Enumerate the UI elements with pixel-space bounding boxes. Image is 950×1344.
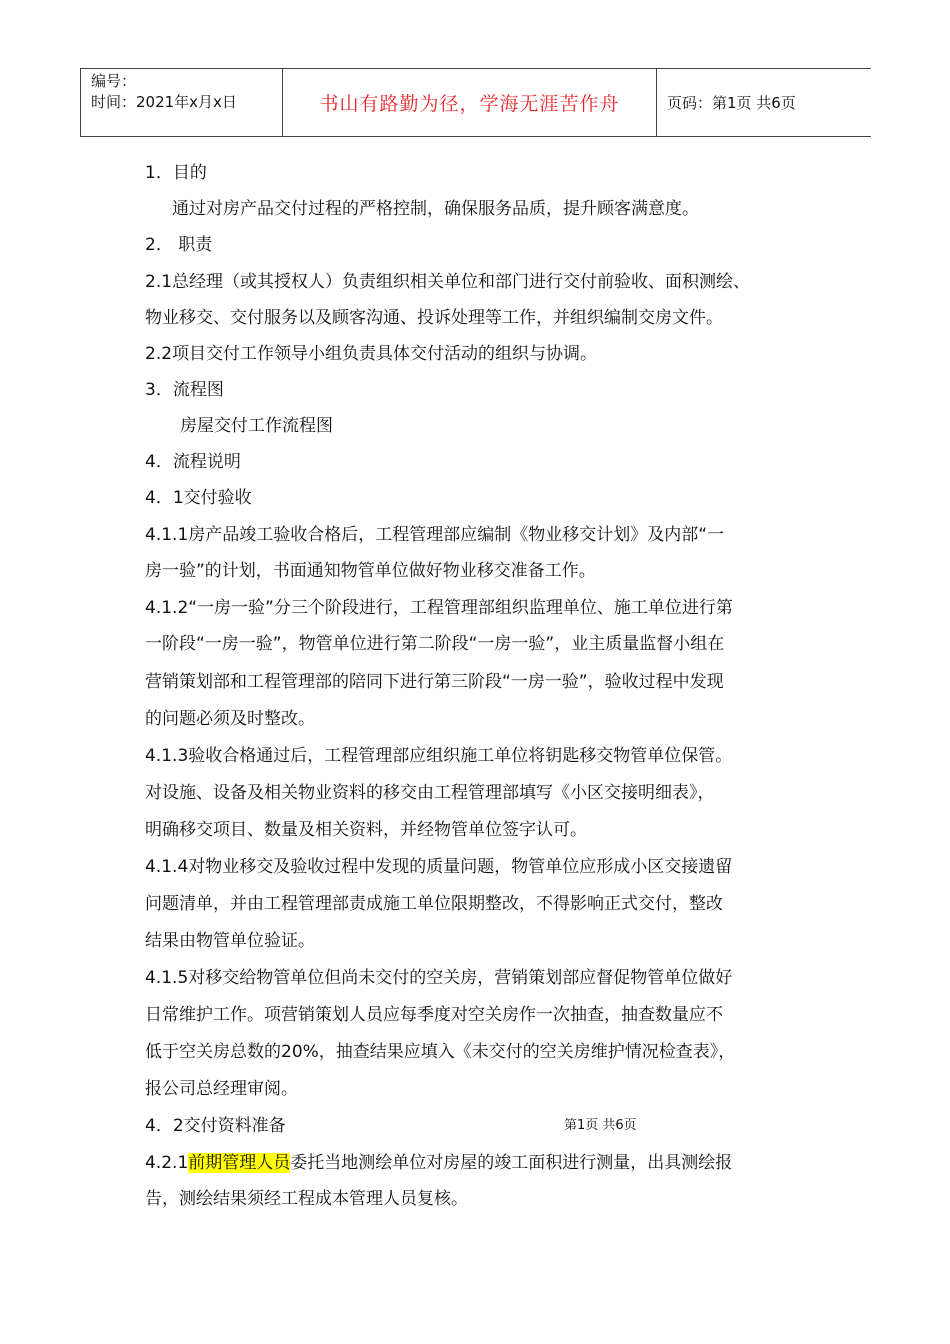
highlighted-text: 前期管理人员 (188, 1153, 291, 1173)
paragraph-line (145, 520, 724, 545)
paragraph-line (145, 926, 315, 951)
paragraph-line (145, 629, 724, 654)
line-text: 对设施、设备及相关物业资料的移交由工程管理部填写《小区交接明细表》， (145, 783, 715, 803)
header-table (80, 68, 871, 137)
paragraph-line (145, 852, 732, 877)
paragraph-line (145, 667, 724, 692)
paragraph-line (145, 593, 733, 618)
paragraph-line (145, 1000, 723, 1025)
line-text: 低于空关房总数的20%，抽查结果应填入《未交付的空关房维护情况检查表》， (145, 1042, 736, 1062)
line-text: 通过对房产品交付过程的严格控制，确保服务品质，提升顾客满意度。 (172, 199, 699, 219)
paragraph-line (172, 194, 699, 219)
section-heading: 4．流程说明 (145, 452, 241, 472)
line-text: 4.1.3验收合格通过后，工程管理部应组织施工单位将钥匙移交物管单位保管。 (145, 746, 733, 766)
paragraph-line (180, 411, 333, 436)
line-text: 4.1.4对物业移交及验收过程中发现的质量问题，物管单位应形成小区交接遗留 (145, 857, 733, 877)
paragraph-line (145, 963, 732, 988)
section-heading: 1．目的 (145, 163, 207, 183)
line-text: 的问题必须及时整改。 (145, 709, 315, 729)
line-text: 明确移交项目、数量及相关资料，并经物管单位签字认可。 (145, 820, 587, 840)
line-text: 一阶段“一房一验”，物管单位进行第二阶段“一房一验”，业主质量监督小组在 (145, 634, 725, 654)
line-text: 问题清单，并由工程管理部责成施工单位限期整改，不得影响正式交付，整改 (145, 894, 723, 914)
number-label: 编号： (91, 72, 137, 90)
paragraph-line (145, 556, 596, 581)
line-text: 4.1.5对移交给物管单位但尚未交付的空关房，营销策划部应督促物管单位做好 (145, 968, 733, 988)
line-text: 结果由物管单位验证。 (145, 931, 315, 951)
line-text: 2.2项目交付工作领导小组负责具体交付活动的组织与协调。 (145, 344, 598, 364)
paragraph-line (145, 267, 750, 292)
paragraph-line (145, 339, 597, 364)
paragraph-line (145, 1037, 735, 1062)
section-heading: 4．2交付资料准备 (145, 1116, 286, 1136)
paragraph-line (145, 375, 224, 400)
line-text: 4.1.2“一房一验”分三个阶段进行，工程管理部组织监理单位、施工单位进行第 (145, 598, 733, 618)
line-text: 委托当地测绘单位对房屋的竣工面积进行测量，出具测绘报 (290, 1153, 733, 1173)
line-text: 营销策划部和工程管理部的陪同下进行第三阶段“一房一验”，验收过程中发现 (145, 672, 724, 692)
line-text: 报公司总经理审阅。 (145, 1079, 298, 1099)
line-text: 物业移交、交付服务以及顾客沟通、投诉处理等工作，并组织编制交房文件。 (145, 308, 723, 328)
paragraph-line (145, 483, 252, 508)
paragraph-line (145, 778, 715, 803)
paragraph-line (145, 230, 212, 255)
line-text: 告，测绘结果须经工程成本管理人员复核。 (145, 1189, 468, 1209)
paragraph-line (145, 741, 732, 766)
line-text: 房一验”的计划，书面通知物管单位做好物业移交准备工作。 (145, 561, 596, 581)
paragraph-line (145, 889, 723, 914)
line-text: 房屋交付工作流程图 (180, 416, 333, 436)
line-text: 日常维护工作。项营销策划人员应每季度对空关房作一次抽查，抽查数量应不 (145, 1005, 723, 1025)
paragraph-line (145, 303, 723, 328)
section-heading: 3．流程图 (145, 380, 224, 400)
paragraph-line (145, 815, 587, 840)
paragraph-line (145, 1111, 286, 1136)
page-footer: 第1页 共6页 (564, 1118, 637, 1133)
paragraph-line (145, 1184, 468, 1209)
line-text: 4.1.1房产品竣工验收合格后，工程管理部应编制《物业移交计划》及内部“一 (145, 525, 725, 545)
section-heading: 2． 职责 (145, 235, 213, 255)
time-label: 时间：2021年x月x日 (91, 93, 237, 111)
page-info: 页码：第1页 共6页 (667, 94, 796, 112)
paragraph-line (145, 704, 315, 729)
paragraph-line (145, 1148, 732, 1173)
section-heading: 4．1交付验收 (145, 488, 252, 508)
paragraph-line (145, 158, 207, 183)
motto: 书山有路勤为径，学海无涯苦作舟 (283, 69, 657, 136)
header-meta (81, 69, 283, 136)
line-text: 2.1总经理（或其授权人）负责组织相关单位和部门进行交付前验收、面积测绘、 (145, 272, 751, 292)
paragraph-line (145, 1074, 298, 1099)
line-text: 4.2.1 (145, 1153, 189, 1173)
paragraph-line (145, 447, 241, 472)
